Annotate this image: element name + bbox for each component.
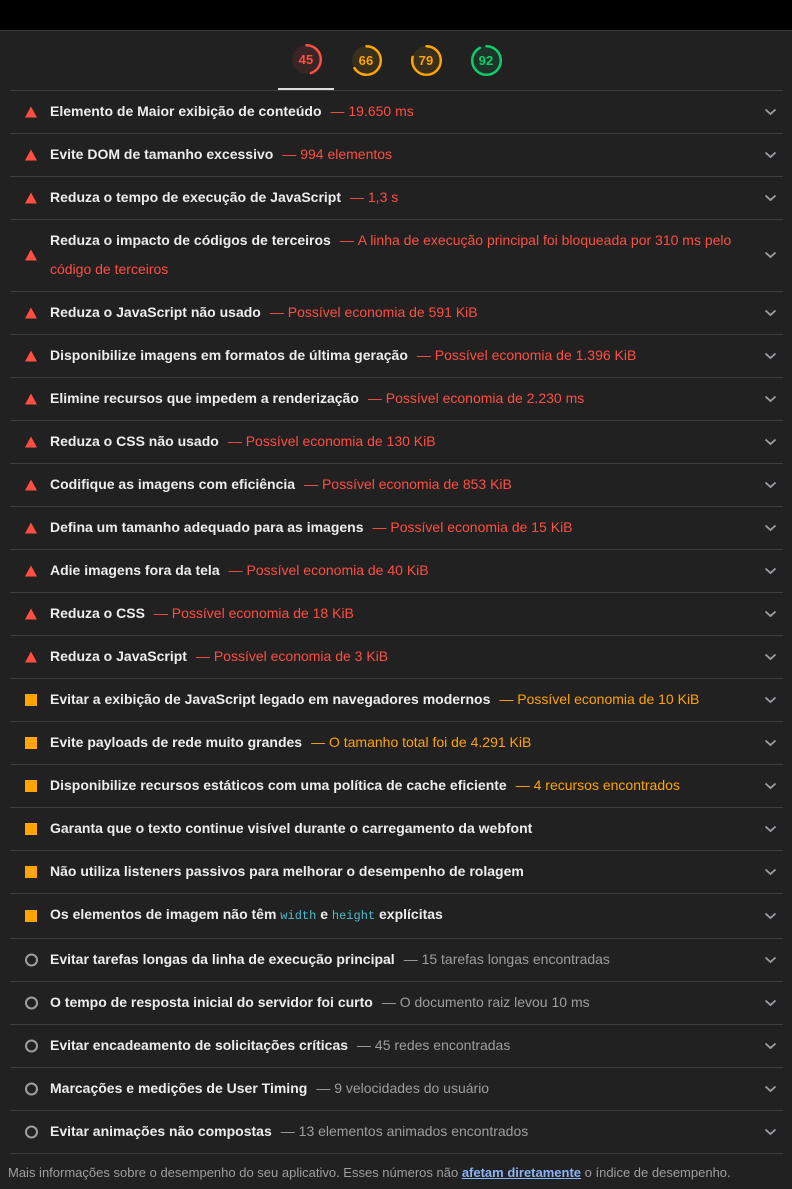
- audit-text: [50, 226, 748, 284]
- square-warning-icon: [25, 823, 37, 835]
- audit-title: Reduza o JavaScript não usado: [50, 304, 261, 320]
- audit-row[interactable]: [0, 463, 792, 506]
- audit-title: Evitar encadeamento de solicitações críticas: [50, 1037, 349, 1053]
- audit-row[interactable]: [0, 764, 792, 807]
- audit-row[interactable]: [0, 176, 792, 219]
- chevron-down-icon: [764, 395, 777, 403]
- audit-text: [50, 771, 680, 800]
- audit-title: Evitar a exibição de JavaScript legado em navegadores modernos: [50, 691, 491, 707]
- chevron-down-icon: [764, 739, 777, 747]
- audit-display-value: — 13 elementos animados encontrados: [280, 1123, 529, 1139]
- chevron-down-icon: [764, 782, 777, 790]
- audit-title: [50, 906, 443, 922]
- audit-title: Evitar animações não compostas: [50, 1123, 272, 1139]
- audit-text: [50, 556, 429, 585]
- audit-title: Disponibilize recursos estáticos com uma política de cache eficiente: [50, 777, 507, 793]
- chevron-down-icon: [764, 1042, 777, 1050]
- footer-text-before: Mais informações sobre o desempenho do seu aplicativo. Esses números não: [8, 1165, 462, 1180]
- triangle-warning-icon: [25, 307, 37, 318]
- audit-title: O tempo de resposta inicial do servidor foi curto: [50, 994, 373, 1010]
- audit-text: [50, 97, 414, 126]
- triangle-warning-icon: [25, 608, 37, 619]
- chevron-down-icon: [764, 194, 777, 202]
- audit-text: [50, 1074, 489, 1103]
- audit-title: Reduza o tempo de execução de JavaScript: [50, 189, 341, 205]
- audit-title: Reduza o CSS: [50, 605, 145, 621]
- audit-title: Disponibilize imagens em formatos de última geração: [50, 347, 408, 363]
- audit-display-value: — 15 tarefas longas encontradas: [403, 951, 610, 967]
- chevron-down-icon: [764, 696, 777, 704]
- audit-display-value: — Possível economia de 10 KiB: [499, 691, 700, 707]
- audit-text: [50, 988, 590, 1017]
- chevron-down-icon: [764, 1085, 777, 1093]
- triangle-warning-icon: [25, 651, 37, 662]
- circle-info-icon: [25, 1082, 38, 1095]
- audit-text: [50, 140, 392, 169]
- chevron-down-icon: [764, 956, 777, 964]
- circle-info-icon: [25, 953, 38, 966]
- audit-row[interactable]: [0, 334, 792, 377]
- chevron-down-icon: [764, 1128, 777, 1136]
- footer-text-after: o índice de desempenho.: [581, 1165, 731, 1180]
- audit-title: Reduza o JavaScript: [50, 648, 187, 664]
- audit-display-value: — 9 velocidades do usuário: [316, 1080, 490, 1096]
- score-gauges: [278, 31, 514, 90]
- triangle-warning-icon: [25, 350, 37, 361]
- audit-title: Evite DOM de tamanho excessivo: [50, 146, 274, 162]
- triangle-warning-icon: [25, 479, 37, 490]
- chevron-down-icon: [764, 868, 777, 876]
- audit-row[interactable]: [0, 219, 792, 291]
- audit-title: Defina um tamanho adequado para as imagens: [50, 519, 364, 535]
- audit-display-value: — Possível economia de 130 KiB: [227, 433, 436, 449]
- gauge-score: 66: [358, 52, 374, 68]
- title-text: explícitas: [375, 906, 443, 922]
- audit-row[interactable]: [0, 1024, 792, 1067]
- gauge-score: 92: [478, 52, 494, 68]
- footer-link[interactable]: afetam diretamente: [461, 1165, 582, 1180]
- square-warning-icon: [25, 780, 37, 792]
- audit-title: Elemento de Maior exibição de conteúdo: [50, 103, 322, 119]
- audit-display-value: — O documento raiz levou 10 ms: [381, 994, 590, 1010]
- audit-row[interactable]: [0, 893, 792, 938]
- audit-text: [50, 513, 573, 542]
- audit-text: [50, 427, 436, 456]
- inline-code: height: [331, 909, 376, 923]
- audit-text: [50, 384, 584, 413]
- audit-display-value: — Possível economia de 40 KiB: [228, 562, 429, 578]
- audit-title: Garanta que o texto continue visível durante o carregamento da webfont: [50, 820, 533, 836]
- score-gauge-45[interactable]: [278, 31, 334, 90]
- audit-text: [50, 298, 478, 327]
- audit-row[interactable]: [0, 981, 792, 1024]
- audit-text: [50, 183, 398, 212]
- triangle-warning-icon: [25, 522, 37, 533]
- audit-display-value: — 19.650 ms: [330, 103, 414, 119]
- score-gauges-header: [0, 31, 792, 90]
- triangle-warning-icon: [25, 192, 37, 203]
- chevron-down-icon: [764, 825, 777, 833]
- audit-display-value: — Possível economia de 853 KiB: [304, 476, 512, 492]
- audit-row[interactable]: [0, 549, 792, 592]
- audit-title: Marcações e medições de User Timing: [50, 1080, 308, 1096]
- audit-title: Evite payloads de rede muito grandes: [50, 734, 303, 750]
- triangle-warning-icon: [25, 565, 37, 576]
- audit-text: [50, 470, 512, 499]
- score-gauge-92[interactable]: [458, 31, 514, 90]
- gauge-score: 45: [298, 51, 314, 67]
- square-warning-icon: [25, 910, 37, 922]
- audit-text: [50, 642, 388, 671]
- square-warning-icon: [25, 866, 37, 878]
- audit-text: [50, 599, 354, 628]
- audit-text: [50, 1117, 528, 1146]
- title-text: Os elementos de imagem não têm: [50, 906, 281, 922]
- chevron-down-icon: [764, 151, 777, 159]
- chevron-down-icon: [764, 108, 777, 116]
- audit-row[interactable]: [0, 90, 792, 133]
- chevron-down-icon: [764, 309, 777, 317]
- triangle-warning-icon: [25, 250, 37, 261]
- audit-row[interactable]: [0, 807, 792, 850]
- audit-display-value: — Possível economia de 2.230 ms: [367, 390, 585, 406]
- audit-row[interactable]: [0, 678, 792, 721]
- circle-info-icon: [25, 1125, 38, 1138]
- audit-display-value: — A linha de execução principal foi bloqueada por 310 ms pelo código de terceiros: [50, 232, 732, 277]
- triangle-warning-icon: [25, 149, 37, 160]
- audit-display-value: — O tamanho total foi de 4.291 KiB: [311, 734, 532, 750]
- audit-title: Codifique as imagens com eficiência: [50, 476, 296, 492]
- square-warning-icon: [25, 694, 37, 706]
- audit-text: [50, 857, 524, 886]
- audit-row[interactable]: [0, 635, 792, 678]
- audit-display-value: — Possível economia de 1.396 KiB: [416, 347, 637, 363]
- chevron-down-icon: [764, 610, 777, 618]
- chevron-down-icon: [764, 524, 777, 532]
- audit-row[interactable]: [0, 506, 792, 549]
- audit-display-value: — Possível economia de 3 KiB: [195, 648, 389, 664]
- inline-code: width: [280, 909, 317, 923]
- audit-row[interactable]: [0, 377, 792, 420]
- gauge-score: 79: [418, 52, 434, 68]
- audit-text: [50, 814, 532, 843]
- audit-display-value: — 45 redes encontradas: [357, 1037, 511, 1053]
- audit-display-value: — 4 recursos encontrados: [515, 777, 680, 793]
- score-gauge-66[interactable]: [338, 31, 394, 90]
- chevron-down-icon: [764, 999, 777, 1007]
- audit-text: [50, 1031, 510, 1060]
- audit-title: Não utiliza listeners passivos para melhorar o desempenho de rolagem: [50, 863, 524, 879]
- chevron-down-icon: [764, 912, 777, 920]
- audit-display-value: — Possível economia de 15 KiB: [372, 519, 573, 535]
- audit-row[interactable]: [0, 133, 792, 176]
- audit-row[interactable]: [0, 1067, 792, 1110]
- chevron-down-icon: [764, 438, 777, 446]
- audit-row[interactable]: [0, 592, 792, 635]
- audit-text: [50, 945, 610, 974]
- triangle-warning-icon: [25, 106, 37, 117]
- circle-info-icon: [25, 996, 38, 1009]
- chevron-down-icon: [764, 352, 777, 360]
- audit-title: Adie imagens fora da tela: [50, 562, 220, 578]
- audit-row[interactable]: [0, 420, 792, 463]
- audit-display-value: — Possível economia de 18 KiB: [153, 605, 354, 621]
- top-black-bar: [0, 0, 792, 31]
- audit-title: Elimine recursos que impedem a renderização: [50, 390, 359, 406]
- footer: [0, 1153, 792, 1189]
- audit-list: [0, 90, 792, 1153]
- audit-row[interactable]: [0, 1110, 792, 1153]
- audit-text: [50, 685, 699, 714]
- triangle-warning-icon: [25, 436, 37, 447]
- audit-row[interactable]: [0, 291, 792, 334]
- score-gauge-79[interactable]: [398, 31, 454, 90]
- audit-display-value: — 994 elementos: [282, 146, 393, 162]
- audit-display-value: — 1,3 s: [350, 189, 399, 205]
- circle-info-icon: [25, 1039, 38, 1052]
- title-text: e: [316, 906, 332, 922]
- audit-display-value: — Possível economia de 591 KiB: [269, 304, 478, 320]
- audit-title: Reduza o CSS não usado: [50, 433, 219, 449]
- audit-text: [50, 341, 636, 370]
- audit-row[interactable]: [0, 938, 792, 981]
- chevron-down-icon: [764, 567, 777, 575]
- audit-text: [50, 728, 531, 757]
- square-warning-icon: [25, 737, 37, 749]
- triangle-warning-icon: [25, 393, 37, 404]
- chevron-down-icon: [764, 251, 777, 259]
- chevron-down-icon: [764, 481, 777, 489]
- audit-row[interactable]: [0, 850, 792, 893]
- audit-title: Reduza o impacto de códigos de terceiros: [50, 232, 331, 248]
- audit-row[interactable]: [0, 721, 792, 764]
- chevron-down-icon: [764, 653, 777, 661]
- audit-text: [50, 900, 443, 931]
- audit-title: Evitar tarefas longas da linha de execução principal: [50, 951, 395, 967]
